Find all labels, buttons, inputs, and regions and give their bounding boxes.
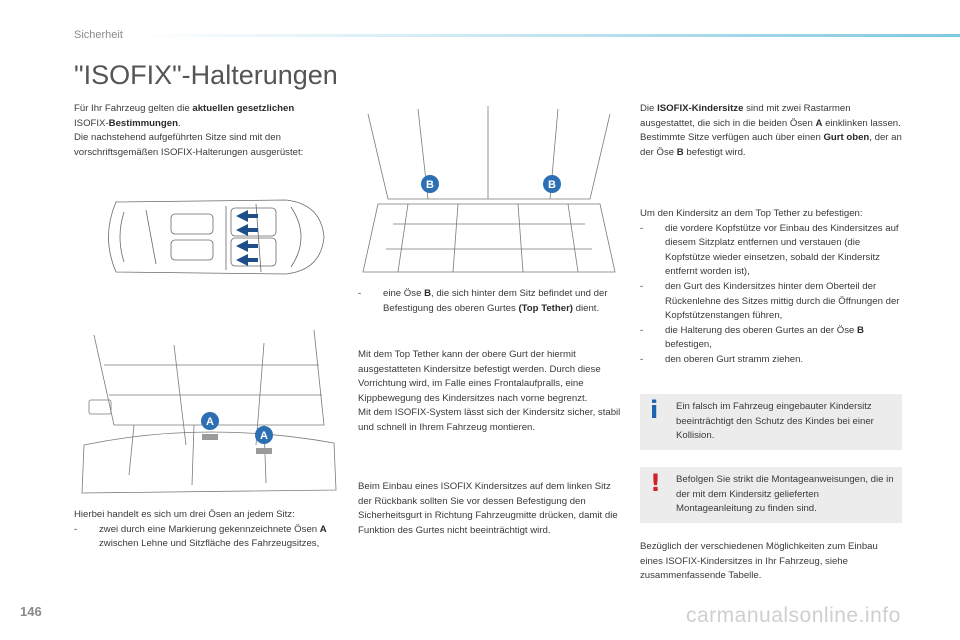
- child-seat-description: Die ISOFIX-Kindersitze sind mit zwei Rastarmen ausgestattet, die sich in die beiden Ösen A einklinken lassen. Bestimmte Sitze verfügen auch über einen Gurt oben, der an der Öse B befestigt wird.: [640, 103, 902, 158]
- anchor-a-label-1: A: [206, 416, 214, 428]
- rear-seat-advice: Beim Einbau eines ISOFIX Kindersitzes auf dem linken Sitz der Rückbank sollten Sie vor dessen Befestigung den Sicherheitsgurt in Richtung Fahrzeugmitte drücken, damit die Funktion des Gurtes nicht beeinträchtigt wird.: [358, 481, 618, 536]
- trunk-tether-figure: [358, 104, 620, 276]
- page-title: "ISOFIX"-Halterungen: [74, 60, 338, 90]
- car-top-view-figure: [86, 182, 336, 292]
- anchors-text: Hierbei handelt es sich um drei Ösen an jedem Sitz: - zwei durch eine Markierung gekennzeichnete Ösen A zwischen Lehne und Sitzfläche des Fahrzeugsitzes,: [74, 509, 327, 550]
- anchor-b-label-1: B: [426, 179, 434, 191]
- tether-item: - eine Öse B, die sich hinter dem Sitz befindet und der Befestigung des oberen Gurtes (Top Tether) dient.: [358, 288, 608, 314]
- header-line: [136, 34, 960, 37]
- warning-icon: !: [650, 469, 661, 497]
- tether-description: Mit dem Top Tether kann der obere Gurt der hiermit ausgestatteten Kindersitze befestigt werden. Durch diese Vorrichtung wird, im Falle eines Frontalaufpralls, eine Kippbewegung des Kindersitzes nach vorne begrenzt. Mit dem ISOFIX-System lässt sich der Kindersitz sicher, stabil und schnell in Ihrem Fahrzeug montieren.: [358, 349, 621, 433]
- summary-reference: Bezüglich der verschiedenen Möglichkeiten zum Einbau eines ISOFIX-Kindersitzes in Ihr Fahrzeug, siehe zusammenfassende Tabelle.: [640, 541, 878, 582]
- intro-text: Für Ihr Fahrzeug gelten die aktuellen gesetzlichen ISOFIX-Bestimmungen. Die nachstehend aufgeführten Sitze sind mit den vorschriftsgemäßen ISOFIX-Halterungen ausgerüstet:: [74, 103, 304, 158]
- section-label: Sicherheit: [74, 29, 123, 41]
- info-note: i Ein falsch im Fahrzeug eingebauter Kindersitz beeinträchtigt den Schutz des Kindes bei einer Kollision.: [640, 394, 902, 450]
- warning-note: ! Befolgen Sie strikt die Montageanweisungen, die in der mit dem Kindersitz gelieferten Montageanleitung zu finden sind.: [640, 467, 902, 523]
- rear-seat-anchors-figure: [74, 325, 342, 497]
- tether-steps: Um den Kindersitz an dem Top Tether zu befestigen: - die vordere Kopfstütze vor Einbau des Kindersitzes auf diesem Sitzplatz entfernen und verstauen (die Kopfstütze wieder einsetzen, sobald der Kindersitz entfernt worden ist), - den Gurt des Kindersitzes hinter dem Oberteil der Rückenlehne des Sitzes mittig durch die Öffnungen der Kopfstützenstangen führen, - die Halterung des oberen Gurtes an der Öse B befestigen, - den oberen Gurt stramm ziehen.: [640, 208, 900, 365]
- info-icon: i: [650, 396, 659, 424]
- watermark: carmanualsonline.info: [686, 604, 901, 627]
- page-number: 146: [20, 604, 42, 619]
- anchor-a-label-2: A: [260, 430, 268, 442]
- anchor-b-label-2: B: [548, 179, 556, 191]
